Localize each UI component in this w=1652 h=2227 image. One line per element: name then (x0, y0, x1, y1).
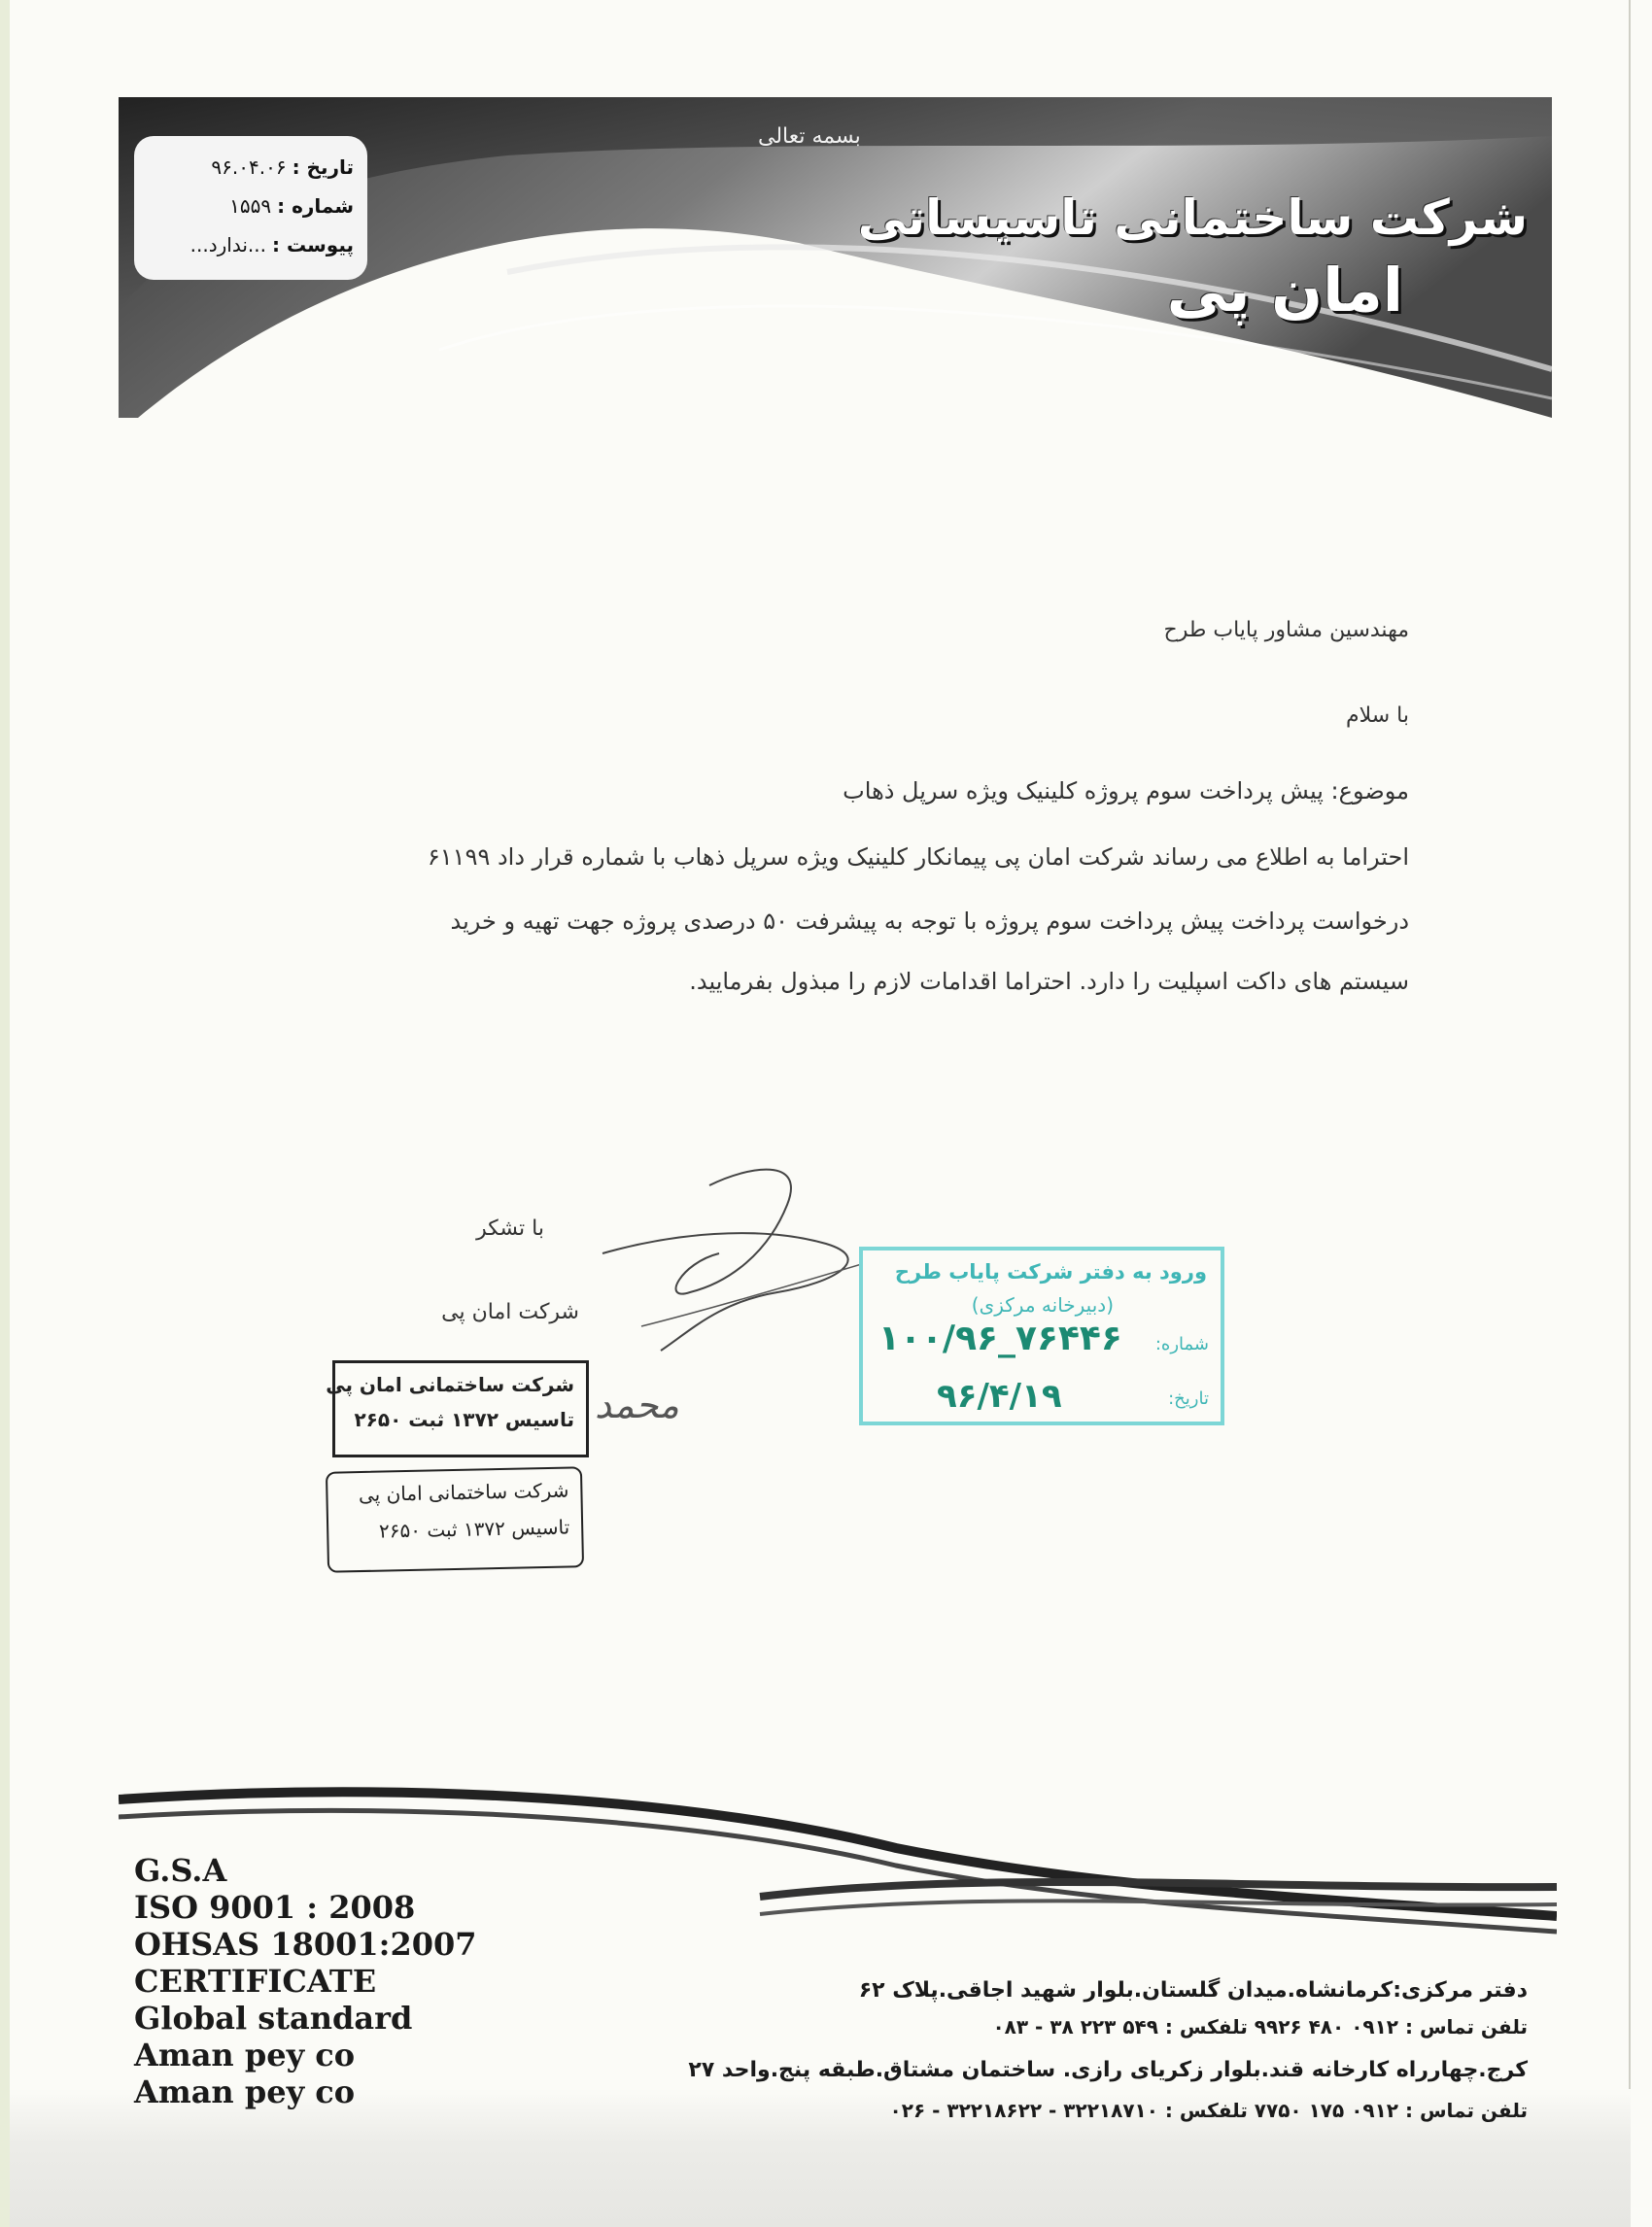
address-line-1: دفتر مرکزی:کرمانشاه.میدان گلستان.بلوار شهید اجاقی.پلاک ۶۲ (858, 1978, 1528, 2003)
signature (583, 1147, 894, 1360)
body-line-3: سیستم های داکت اسپلیت را دارد. احتراما اقدامات لازم را مبذول بفرمایید. (689, 968, 1409, 995)
stamp-1-name: شرکت ساختمانی امان پی (326, 1373, 574, 1396)
body-line-2: درخواست پرداخت پیش پرداخت سوم پروژه با توجه به پیشرفت ۵۰ درصدی پروژه جهت تهیه و خرید (450, 908, 1409, 935)
entry-stamp (859, 1247, 1224, 1425)
cert-line: Aman pey co (134, 2037, 356, 2073)
attachment-label: پیوست : (271, 233, 354, 257)
date-label: تاریخ : (292, 155, 354, 179)
signatory-line: شرکت امان پی (441, 1300, 579, 1324)
certificates-block (134, 1852, 477, 2110)
address-line-4: تلفن تماس : ۰۹۱۲ ۱۷۵ ۷۷۵۰ تلفکس : ۳۲۲۱۸۷۱۰ - ۳۲۲۱۸۶۲۲ - ۰۲۶ (889, 2099, 1528, 2122)
cert-line: ISO 9001 : 2008 (134, 1889, 416, 1926)
handwritten-name: محمد (595, 1384, 679, 1426)
page-edge-right (1629, 0, 1631, 2227)
company-name-line2: امان پی (1166, 255, 1403, 325)
page-edge (0, 0, 10, 2227)
stamp-2-name: شرکت ساختمانی امان پی (358, 1478, 569, 1507)
entry-stamp-number-value: ۱۰۰/۹۶_۷۶۴۴۶ (878, 1319, 1122, 1358)
stamp-2-registration: تاسیس ۱۳۷۲ ثبت ۲۶۵۰ (378, 1515, 570, 1543)
entry-stamp-subtitle: (دبیرخانه مرکزی) (971, 1293, 1114, 1317)
date-row (148, 148, 354, 187)
cert-line: CERTIFICATE (134, 1963, 377, 2000)
number-value: ۱۵۵۹ (229, 194, 272, 218)
letter-reference-box (134, 136, 367, 280)
cert-line: Aman pey co (134, 2073, 356, 2110)
subject-line: موضوع: پیش پرداخت سوم پروژه کلینیک ویژه سرپل ذهاب (843, 777, 1409, 805)
closing-line: با تشکر (476, 1216, 544, 1241)
stamp-1-registration: تاسیس ۱۳۷۲ ثبت ۲۶۵۰ (354, 1408, 574, 1431)
number-row (148, 187, 354, 225)
address-line-2: تلفن تماس : ۰۹۱۲ ۴۸۰ ۹۹۲۶ تلفکس : ۵۴۹ ۲۲۳ ۳۸ - ۰۸۳ (992, 2015, 1528, 2039)
body-line-1: احتراما به اطلاع می رساند شرکت امان پی پیمانکار کلینیک ویژه سرپل ذهاب با شماره قرار داد ۶۱۱۹۹ (427, 843, 1409, 871)
entry-stamp-number-label: شماره: (1154, 1334, 1209, 1354)
company-name-line1: شرکت ساختمانی تاسیساتی (857, 189, 1528, 246)
greeting-line: با سلام (1345, 703, 1409, 728)
attachment-value: ...ندارد... (189, 233, 266, 257)
number-label: شماره : (277, 194, 354, 218)
entry-stamp-date-label: تاریخ: (1168, 1388, 1209, 1409)
date-value: ۹۶.۰۴.۰۶ (211, 155, 287, 179)
cert-line: Global standard (134, 2000, 413, 2037)
entry-stamp-date-value: ۹۶/۴/۱۹ (937, 1377, 1062, 1416)
company-stamp-2 (326, 1466, 584, 1573)
recipient-line: مهندسین مشاور پایاب طرح (1163, 618, 1409, 642)
address-line-3: کرج.چهارراه کارخانه قند.بلوار زکریای رازی. ساختمان مشتاق.طبقه پنج.واحد ۲۷ (688, 2058, 1528, 2082)
company-stamp-1 (326, 1360, 589, 1457)
cert-line: G.S.A (134, 1852, 227, 1889)
attachment-row (148, 225, 354, 264)
bismillah-text: بسمه تعالی (758, 124, 861, 149)
cert-line: OHSAS 18001:2007 (134, 1926, 477, 1963)
entry-stamp-title: ورود به دفتر شرکت پایاب طرح (894, 1260, 1207, 1284)
